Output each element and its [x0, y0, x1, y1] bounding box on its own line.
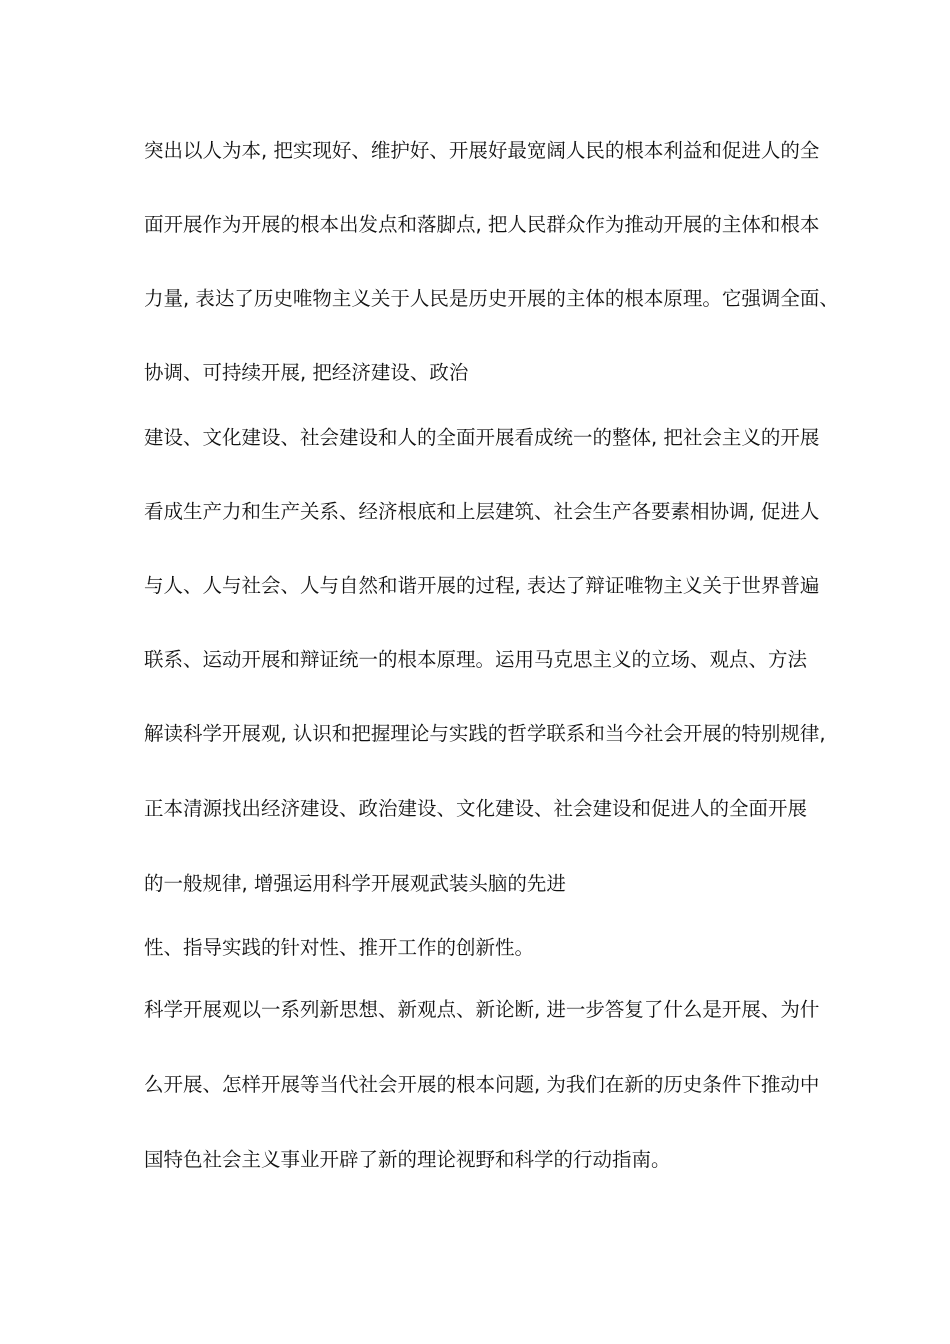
paragraph-line: 的一般规律, 增强运用科学开展观武装头脑的先进: [144, 872, 566, 895]
paragraph-line: 力量, 表达了历史唯物主义关于人民是历史开展的主体的根本原理。它强调全面、: [144, 287, 839, 310]
paragraph-line: 解读科学开展观, 认识和把握理论与实践的哲学联系和当今社会开展的特别规律,: [144, 722, 826, 745]
paragraph-line: 科学开展观以一系列新思想、新观点、新论断, 进一步答复了什么是开展、为什: [144, 998, 820, 1021]
paragraph-line: 性、指导实践的针对性、推开工作的创新性。: [144, 936, 535, 959]
paragraph-line: 面开展作为开展的根本出发点和落脚点, 把人民群众作为推动开展的主体和根本: [144, 213, 820, 236]
paragraph-line: 正本清源找出经济建设、政治建设、文化建设、社会建设和促进人的全面开展: [144, 797, 808, 820]
paragraph-line: 看成生产力和生产关系、经济根底和上层建筑、社会生产各要素相协调, 促进人: [144, 500, 820, 523]
paragraph-line: 联系、运动开展和辩证统一的根本原理。运用马克思主义的立场、观点、方法: [144, 648, 808, 671]
paragraph-line: 与人、人与社会、人与自然和谐开展的过程, 表达了辩证唯物主义关于世界普遍: [144, 574, 820, 597]
paragraph-line: 国特色社会主义事业开辟了新的理论视野和科学的行动指南。: [144, 1148, 671, 1171]
paragraph-line: 么开展、怎样开展等当代社会开展的根本问题, 为我们在新的历史条件下推动中: [144, 1073, 820, 1096]
paragraph-line: 突出以人为本, 把实现好、维护好、开展好最宽阔人民的根本利益和促进人的全: [144, 139, 820, 162]
paragraph-line: 建设、文化建设、社会建设和人的全面开展看成统一的整体, 把社会主义的开展: [144, 426, 820, 449]
paragraph-line: 协调、可持续开展, 把经济建设、政治: [144, 361, 469, 384]
